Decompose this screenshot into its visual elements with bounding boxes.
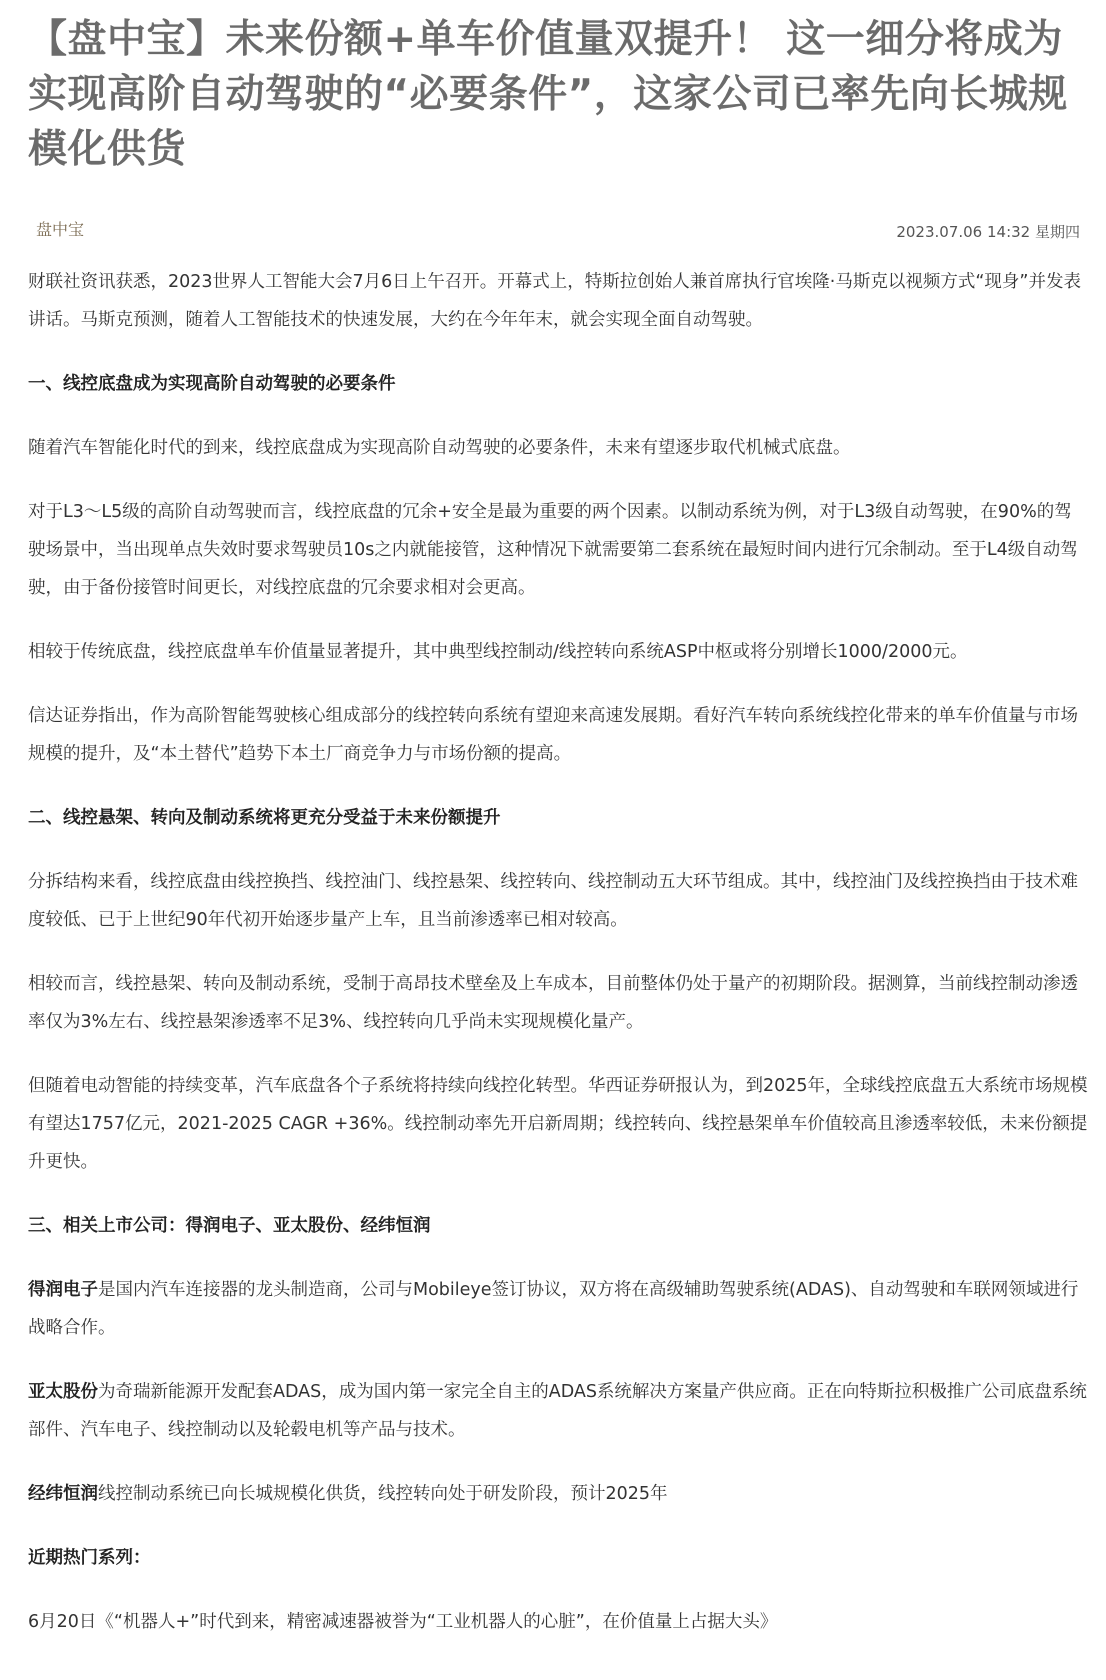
hot-series-item[interactable]: 6月20日《“机器人+”时代到来，精密减速器被誉为“工业机器人的心脏”，在价值量上占据大头》 (28, 1612, 778, 1632)
company-paragraph (28, 1271, 1088, 1347)
paragraph: 随着汽车智能化时代的到来，线控底盘成为实现高阶自动驾驶的必要条件，未来有望逐步取代机械式底盘。 (28, 438, 851, 458)
paragraph: 但随着电动智能的持续变革，汽车底盘各个子系统将持续向线控化转型。华西证券研报认为，到2025年，全球线控底盘五大系统市场规模有望达1757亿元，2021-2025 CAGR +36%。线控制动率先开启新周期；线控转向、线控悬架单车价值较高且渗透率较低，未来份额提升更快。 (28, 1076, 1088, 1172)
company-name: 亚太股份 (28, 1382, 98, 1402)
article-title: 【盘中宝】未来份额+单车价值量双提升！ 这一细分将成为实现高阶自动驾驶的“必要条件”，这家公司已率先向长城规模化供货 (28, 17, 1068, 172)
company-name: 经纬恒润 (28, 1484, 98, 1504)
paragraph: 相较于传统底盘，线控底盘单车价值量显著提升，其中典型线控制动/线控转向系统ASP中枢或将分别增长1000/2000元。 (28, 642, 968, 662)
company-description: 线控制动系统已向长城规模化供货，线控转向处于研发阶段，预计2025年 (98, 1484, 668, 1504)
company-paragraph (28, 1373, 1088, 1449)
paragraph-intro: 财联社资讯获悉，2023世界人工智能大会7月6日上午召开。开幕式上，特斯拉创始人兼首席执行官埃隆·马斯克以视频方式“现身”并发表讲话。马斯克预测，随着人工智能技术的快速发展，大约在今年年末，就会实现全面自动驾驶。 (28, 272, 1081, 330)
company-description: 为奇瑞新能源开发配套ADAS，成为国内第一家完全自主的ADAS系统解决方案量产供应商。正在向特斯拉积极推广公司底盘系统部件、汽车电子、线控制动以及轮毂电机等产品与技术。 (28, 1382, 1087, 1440)
section-heading-3: 三、相关上市公司：得润电子、亚太股份、经纬恒润 (28, 1216, 431, 1236)
paragraph: 相较而言，线控悬架、转向及制动系统，受制于高昂技术壁垒及上车成本，目前整体仍处于量产的初期阶段。据测算，当前线控制动渗透率仅为3%左右、线控悬架渗透率不足3%、线控转向几乎尚未实现规模化量产。 (28, 974, 1078, 1032)
company-paragraph (28, 1475, 1088, 1513)
paragraph: 信达证券指出，作为高阶智能驾驶核心组成部分的线控转向系统有望迎来高速发展期。看好汽车转向系统线控化带来的单车价值量与市场规模的提升，及“本土替代”趋势下本土厂商竞争力与市场份额的提高。 (28, 706, 1078, 764)
paragraph: 分拆结构来看，线控底盘由线控换挡、线控油门、线控悬架、线控转向、线控制动五大环节组成。其中，线控油门及线控换挡由于技术难度较低、已于上世纪90年代初开始逐步量产上车，且当前渗透率已相对较高。 (28, 872, 1078, 930)
section-heading-2: 二、线控悬架、转向及制动系统将更充分受益于未来份额提升 (28, 808, 501, 828)
publish-date: 2023.07.06 14:32 星期四 (896, 223, 1080, 241)
hot-series-heading: 近期热门系列： (28, 1548, 151, 1568)
company-name: 得润电子 (28, 1280, 98, 1300)
source-name[interactable]: 盘中宝 (36, 220, 85, 239)
section-heading-1: 一、线控底盘成为实现高阶自动驾驶的必要条件 (28, 374, 396, 394)
article-body (28, 263, 1088, 1641)
article (28, 0, 1088, 1667)
paragraph: 对于L3～L5级的高阶自动驾驶而言，线控底盘的冗余+安全是最为重要的两个因素。以制动系统为例，对于L3级自动驾驶，在90%的驾驶场景中，当出现单点失效时要求驾驶员10s之内就能接管，这种情况下就需要第二套系统在最短时间内进行冗余制动。至于L4级自动驾驶，由于备份接管时间更长，对线控底盘的冗余要求相对会更高。 (28, 502, 1078, 598)
article-meta (28, 215, 1088, 245)
company-description: 是国内汽车连接器的龙头制造商，公司与Mobileye签订协议，双方将在高级辅助驾驶系统(ADAS)、自动驾驶和车联网领域进行战略合作。 (28, 1280, 1079, 1338)
